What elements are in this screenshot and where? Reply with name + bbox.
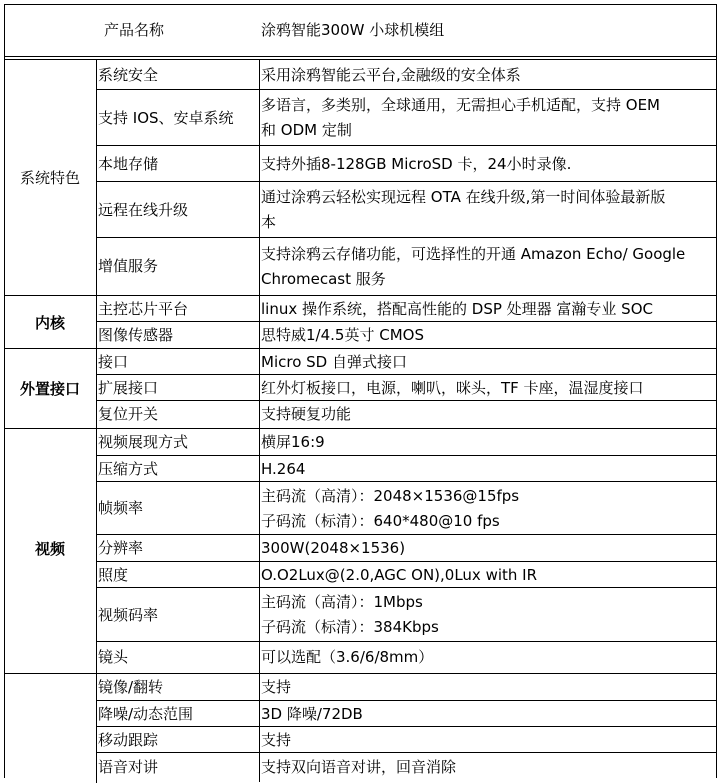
column-divider-2 — [259, 296, 260, 348]
column-divider-2 — [259, 60, 260, 295]
row-value-line: 支持硬复功能 — [261, 405, 352, 423]
row-label: 接口 — [98, 353, 129, 371]
row-label: 语音对讲 — [98, 758, 159, 776]
row-label: 支持 IOS、安卓系统 — [98, 109, 234, 127]
row-label: 主控芯片平台 — [98, 300, 189, 318]
row-divider — [96, 455, 717, 456]
row-label: 本地存储 — [98, 155, 159, 173]
row-value — [261, 457, 716, 482]
column-divider-1 — [96, 674, 97, 783]
row-value — [261, 297, 716, 322]
row-value-line: 思特威1/4.5英寸 CMOS — [261, 326, 424, 344]
row-value — [261, 93, 716, 143]
header-divider-a — [4, 56, 717, 57]
row-value-line: 子码流（标清）：384Kbps — [261, 618, 439, 636]
row-value-line: linux 操作系统，搭配高性能的 DSP 处理器 富瀚专业 SOC — [261, 300, 653, 318]
row-value — [261, 728, 716, 753]
section-title-interfaces: 外置接口 — [19, 380, 80, 398]
row-divider — [96, 321, 717, 322]
row-value — [261, 185, 716, 235]
row-value-line: O.O2Lux@(2.0,AGC ON),0Lux with IR — [261, 566, 538, 584]
table-border-top — [4, 4, 717, 5]
row-divider — [96, 726, 717, 727]
row-value — [261, 350, 716, 375]
column-divider-1 — [96, 429, 97, 674]
column-divider-1 — [96, 349, 97, 429]
row-label: 帧频率 — [98, 499, 144, 517]
header-divider-b — [4, 59, 717, 60]
row-divider — [96, 641, 717, 642]
row-value — [261, 645, 716, 670]
row-value — [261, 536, 716, 561]
row-value-line: 横屏16:9 — [261, 433, 325, 451]
row-divider — [96, 89, 717, 90]
section-title-system: 系统特色 — [19, 169, 80, 187]
row-value-line: 3D 降噪/72DB — [261, 705, 363, 723]
row-label: 分辨率 — [98, 539, 144, 557]
column-divider-2 — [259, 349, 260, 428]
row-value — [261, 484, 716, 534]
row-value-line: 支持外插8-128GB MicroSD 卡，24小时录像. — [261, 155, 572, 173]
row-value — [261, 702, 716, 727]
column-divider-1 — [96, 59, 97, 295]
row-label: 图像传感器 — [98, 326, 174, 344]
row-value — [261, 323, 716, 348]
row-divider — [96, 534, 717, 535]
row-value-line: 支持 — [261, 678, 292, 696]
row-label: 移动跟踪 — [98, 731, 159, 749]
row-value-line: 本 — [261, 213, 277, 231]
row-value-line: 多语言，多类别，全球通用，无需担心手机适配，支持 OEM — [261, 96, 660, 114]
section-divider — [4, 295, 717, 296]
row-label: 系统安全 — [98, 66, 159, 84]
row-divider — [96, 587, 717, 588]
row-value-line: 300W(2048×1536) — [261, 539, 406, 557]
section-divider — [4, 348, 717, 349]
row-value-line: 红外灯板接口，电源，喇叭，咪头，TF 卡座，温湿度接口 — [261, 379, 644, 397]
row-value-line: 支持双向语音对讲，回音消除 — [261, 758, 457, 776]
row-value-line: Chromecast 服务 — [261, 270, 386, 288]
row-value-line: H.264 — [261, 460, 306, 478]
row-value-line: 和 ODM 定制 — [261, 121, 352, 139]
row-value — [261, 563, 716, 588]
row-label: 镜像/翻转 — [98, 678, 164, 696]
column-divider-2 — [259, 674, 260, 782]
row-value — [261, 63, 716, 88]
row-value-line: 可以选配（3.6/6/8mm） — [261, 648, 434, 666]
header-label: 产品名称 — [104, 21, 165, 39]
row-value-line: 支持 — [261, 731, 292, 749]
column-divider-1 — [96, 296, 97, 349]
row-value-line: Micro SD 自弹式接口 — [261, 353, 407, 371]
row-label: 照度 — [98, 566, 129, 584]
row-value — [261, 755, 716, 780]
row-value-line: 通过涂鸦云轻松实现远程 OTA 在线升级,第一时间体验最新版 — [261, 188, 666, 206]
row-value-line: 子码流（标清）：640*480@10 fps — [261, 512, 500, 530]
row-divider — [96, 700, 717, 701]
row-value — [261, 376, 716, 401]
row-value — [261, 402, 716, 427]
header-value: 涂鸦智能300W 小球机模组 — [261, 21, 445, 39]
section-title-video: 视频 — [34, 540, 65, 558]
section-title-core: 内核 — [34, 314, 65, 332]
row-divider — [96, 181, 717, 182]
spec-table — [4, 4, 717, 778]
row-divider — [96, 561, 717, 562]
row-label: 远程在线升级 — [98, 201, 189, 219]
row-label: 扩展接口 — [98, 379, 159, 397]
column-divider-2 — [259, 429, 260, 673]
row-value-line: 支持涂鸦云存储功能，可选择性的开通 Amazon Echo/ Google — [261, 245, 686, 263]
row-value — [261, 430, 716, 455]
section-divider — [4, 428, 717, 429]
table-border-right — [716, 4, 717, 778]
row-value — [261, 675, 716, 700]
row-label: 降噪/动态范围 — [98, 705, 194, 723]
row-value — [261, 590, 716, 640]
row-value-line: 主码流（高清）：2048×1536@15fps — [261, 487, 520, 505]
row-value — [261, 152, 716, 177]
row-divider — [96, 400, 717, 401]
row-label: 镜头 — [98, 648, 129, 666]
row-value — [261, 242, 716, 292]
row-divider — [96, 237, 717, 238]
row-label: 压缩方式 — [98, 460, 159, 478]
row-divider — [96, 481, 717, 482]
row-divider — [96, 145, 717, 146]
section-divider — [4, 673, 717, 674]
table-border-left — [4, 4, 5, 778]
row-label: 复位开关 — [98, 405, 159, 423]
row-value-line: 主码流（高清）：1Mbps — [261, 593, 423, 611]
row-label: 增值服务 — [98, 257, 159, 275]
row-divider — [96, 752, 717, 753]
row-label: 视频展现方式 — [98, 433, 189, 451]
row-divider — [96, 374, 717, 375]
row-label: 视频码率 — [98, 606, 159, 624]
row-value-line: 采用涂鸦智能云平台,金融级的安全体系 — [261, 66, 521, 84]
